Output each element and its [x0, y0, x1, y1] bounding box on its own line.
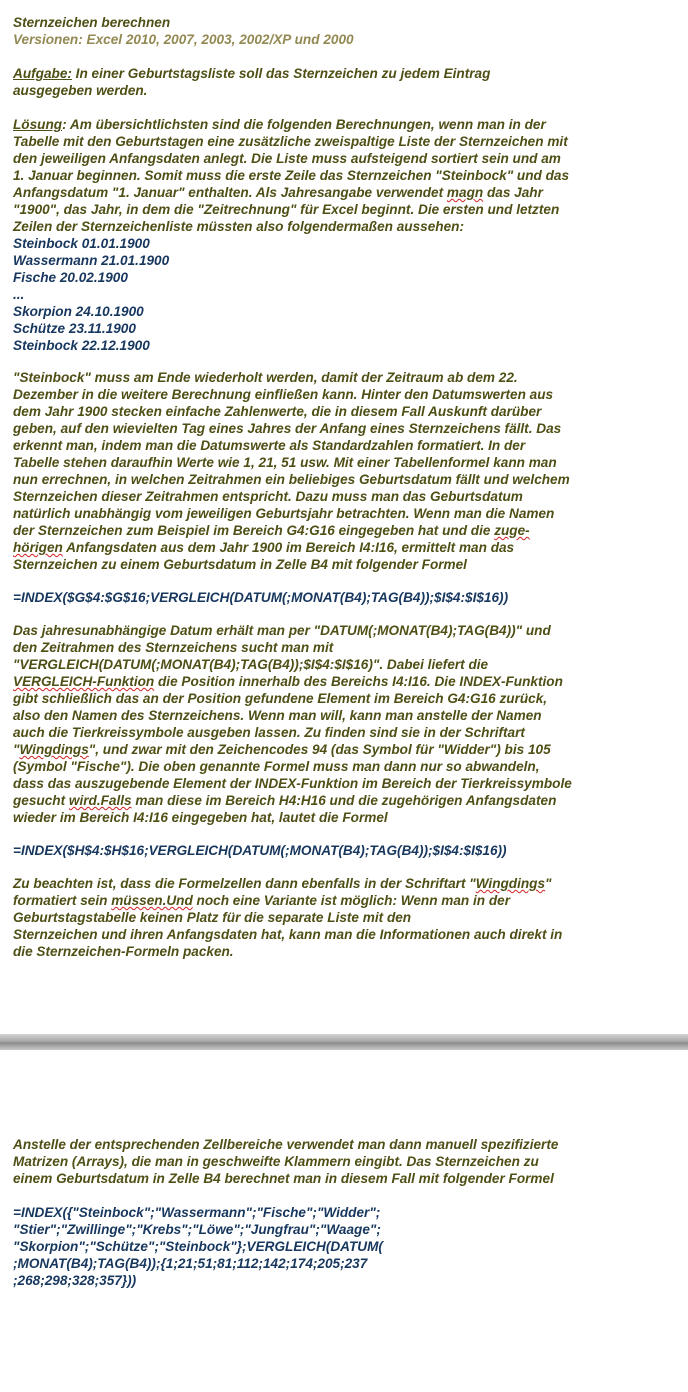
zodiac-list-item: Wassermann 21.01.1900: [13, 253, 170, 268]
text-run: man diese im Bereich H4:H16 und die zugehörigen Anfangsdaten: [131, 793, 557, 808]
versions-line: Versionen: Excel 2010, 2007, 2003, 2002/XP und 2000: [13, 32, 354, 47]
formula-text: =INDEX($G$4:$G$16;VERGLEICH(DATUM(;MONAT(B4);TAG(B4));$I$4:$I$16)): [13, 590, 509, 605]
paragraph-line: Tabelle stehen daraufhin Werte wie 1, 21, 51 usw. Mit einer Tabellenformel kann man: [13, 455, 557, 470]
text-run: das Jahr: [483, 185, 543, 200]
formula-line: ;MONAT(B4);TAG(B4));{1;21;51;81;112;142;174;205;237: [13, 1256, 368, 1271]
document-page-2: [0, 1050, 688, 1392]
function-explanation-paragraph: [13, 622, 683, 826]
paragraph-line: [13, 539, 683, 556]
formula-line: "Skorpion";"Schütze";"Steinbock"};VERGLEICH(DATUM(: [13, 1239, 383, 1254]
formula-line: =INDEX({"Steinbock";"Wassermann";"Fische";"Widder";: [13, 1205, 381, 1220]
formula-block-1: [13, 589, 683, 606]
text-run: Anfangsdaten aus dem Jahr 1900 im Bereich I4:I16, ermittelt man das: [62, 540, 515, 555]
text-run: der Sternzeichen zum Beispiel im Bereich G4:G16 eingegeben hat und die: [13, 523, 495, 538]
paragraph-line: die Sternzeichen-Formeln packen.: [13, 944, 234, 959]
paragraph-line: [13, 892, 683, 909]
paragraph-line: [13, 673, 683, 690]
paragraph-line: dem Jahr 1900 stecken einfache Zahlenwerte, die in diesem Fall Auskunft darüber: [13, 404, 542, 419]
text-run: ": [545, 876, 552, 891]
paragraph-line: "Steinbock" muss am Ende wiederholt werden, damit der Zeitraum ab dem 22.: [13, 370, 518, 385]
zodiac-list-item: Fische 20.02.1900: [13, 270, 128, 285]
zodiac-list-item: Schütze 23.11.1900: [13, 321, 136, 336]
misspelled-word: wird.Falls: [68, 793, 132, 808]
paragraph-line: einem Geburtsdatum in Zelle B4 berechnet man in diesem Fall mit folgender Formel: [13, 1171, 554, 1186]
solution-line: den jeweiligen Anfangsdaten anlegt. Die Liste muss aufsteigend sortiert sein und am: [13, 151, 561, 166]
paragraph-line: also den Namen des Sternzeichens. Wenn man will, kann man anstelle der Namen: [13, 708, 542, 723]
solution-line: Zeilen der Sternzeichenliste müssten also folgendermaßen aussehen:: [13, 219, 464, 234]
paragraph-line: Sternzeichen zu einem Geburtsdatum in Zelle B4 mit folgender Formel: [13, 557, 467, 572]
text-run: ": [13, 742, 20, 757]
paragraph-line: gibt schließlich das an der Position gefundene Element im Bereich G4:G16 zurück,: [13, 691, 548, 706]
page-title: Sternzeichen berechnen: [13, 15, 171, 30]
text-run: die Position innerhalb des Bereichs I4:I16. Die INDEX-Funktion: [154, 674, 563, 689]
paragraph-line: Sternzeichen dieser Zeitrahmen entspricht. Dazu muss man das Geburtsdatum: [13, 489, 523, 504]
text-run: Zu beachten ist, dass die Formelzellen dann ebenfalls in der Schriftart ": [13, 876, 476, 891]
paragraph-line: Sternzeichen und ihren Anfangsdaten hat, kann man die Informationen auch direkt in: [13, 927, 563, 942]
misspelled-word: müssen.Und: [111, 893, 193, 908]
solution-paragraph: [13, 116, 683, 354]
solution-label: Lösung: [13, 117, 63, 132]
zodiac-list-item: Steinbock 01.01.1900: [13, 236, 150, 251]
misspelled-word: zuge-: [494, 523, 530, 538]
formula-block-3: [13, 1204, 683, 1289]
formula-block-2: [13, 842, 683, 859]
solution-line: 1. Januar beginnen. Somit muss die erste Zeile das Sternzeichen "Steinbock" und das: [13, 168, 570, 183]
solution-text: : Am übersichtlichsten sind die folgenden Berechnungen, wenn man in der: [62, 117, 546, 132]
solution-line: [13, 184, 683, 201]
text-run: Anfangsdatum "1. Januar" enthalten. Als Jahresangabe verwendet: [13, 185, 447, 200]
paragraph-line: natürlich unabhängig vom jeweiligen Geburtsjahr betrachten. Wenn man die Namen: [13, 506, 555, 521]
paragraph-line: [13, 792, 683, 809]
misspelled-word: magn: [446, 185, 484, 200]
paragraph-line: Matrizen (Arrays), die man in geschweifte Klammern eingibt. Das Sternzeichen zu: [13, 1154, 539, 1169]
zodiac-list-item: ...: [13, 287, 25, 302]
text-run: ", und zwar mit den Zeichencodes 94 (das Symbol für "Widder") bis 105: [88, 742, 551, 757]
explanation-paragraph: [13, 369, 683, 573]
page-break-separator: [0, 1034, 688, 1050]
paragraph-line: Geburtstagstabelle keinen Platz für die separate Liste mit den: [13, 910, 412, 925]
header: [13, 14, 683, 48]
paragraph-line: wieder im Bereich I4:I16 eingegeben hat, lautet die Formel: [13, 810, 388, 825]
paragraph-line: [13, 875, 683, 892]
paragraph-line: [13, 741, 683, 758]
formula-text: =INDEX($H$4:$H$16;VERGLEICH(DATUM(;MONAT(B4);TAG(B4));$I$4:$I$16)): [13, 843, 507, 858]
task-paragraph: [13, 65, 683, 99]
misspelled-word: Wingdings: [475, 876, 546, 891]
text-run: noch eine Variante ist möglich: Wenn man in der: [192, 893, 511, 908]
misspelled-word: Wingdings: [19, 742, 89, 757]
paragraph-line: (Symbol "Fische"). Die oben genannte Formel muss man dann nur so abwandeln,: [13, 759, 540, 774]
zodiac-list-item: Skorpion 24.10.1900: [13, 304, 144, 319]
task-label: Aufgabe:: [13, 66, 72, 81]
paragraph-line: Dezember in die weitere Berechnung einfließen kann. Hinter den Datumswerten aus: [13, 387, 554, 402]
paragraph-line: erkennt man, indem man die Datumswerte als Standardzahlen formatiert. In der: [13, 438, 526, 453]
task-line: [13, 65, 683, 82]
array-paragraph: [13, 1136, 683, 1187]
misspelled-word: VERGLEICH-Funktion: [13, 674, 155, 689]
paragraph-line: nun errechnen, in welchen Zeitrahmen ein beliebiges Geburtsdatum fällt und welchem: [13, 472, 570, 487]
text-run: formatiert sein: [13, 893, 112, 908]
paragraph-line: "VERGLEICH(DATUM(;MONAT(B4);TAG(B4));$I$4:$I$16)". Dabei liefert die: [13, 657, 489, 672]
misspelled-word: hörigen: [13, 540, 63, 555]
paragraph-line: den Zeitrahmen des Sternzeichens sucht man mit: [13, 640, 334, 655]
zodiac-list-item: Steinbock 22.12.1900: [13, 338, 150, 353]
task-text: In einer Geburtstagsliste soll das Sternzeichen zu jedem Eintrag: [71, 66, 491, 81]
paragraph-line: auch die Tierkreissymbole ausgeben lassen. Zu finden sind sie in der Schriftart: [13, 725, 525, 740]
note-paragraph: [13, 875, 683, 960]
text-run: gesucht: [13, 793, 69, 808]
solution-line: Tabelle mit den Geburtstagen eine zusätzliche zweispaltige Liste der Sternzeichen mit: [13, 134, 568, 149]
formula-line: ;268;298;328;357})): [13, 1273, 137, 1288]
formula-line: "Stier";"Zwillinge";"Krebs";"Löwe";"Jungfrau";"Waage";: [13, 1222, 381, 1237]
paragraph-line: Anstelle der entsprechenden Zellbereiche verwendet man dann manuell spezifizierte: [13, 1137, 559, 1152]
paragraph-line: [13, 522, 683, 539]
solution-line: [13, 116, 683, 133]
task-line: ausgegeben werden.: [13, 83, 148, 98]
paragraph-line: dass das auszugebende Element der INDEX-Funktion im Bereich der Tierkreissymbole: [13, 776, 572, 791]
solution-line: "1900", das Jahr, in dem die "Zeitrechnung" für Excel beginnt. Die ersten und letzten: [13, 202, 560, 217]
paragraph-line: geben, auf den wievielten Tag eines Jahres der Anfang eines Sternzeichens fällt. Das: [13, 421, 562, 436]
paragraph-line: Das jahresunabhängige Datum erhält man per "DATUM(;MONAT(B4);TAG(B4))" und: [13, 623, 551, 638]
